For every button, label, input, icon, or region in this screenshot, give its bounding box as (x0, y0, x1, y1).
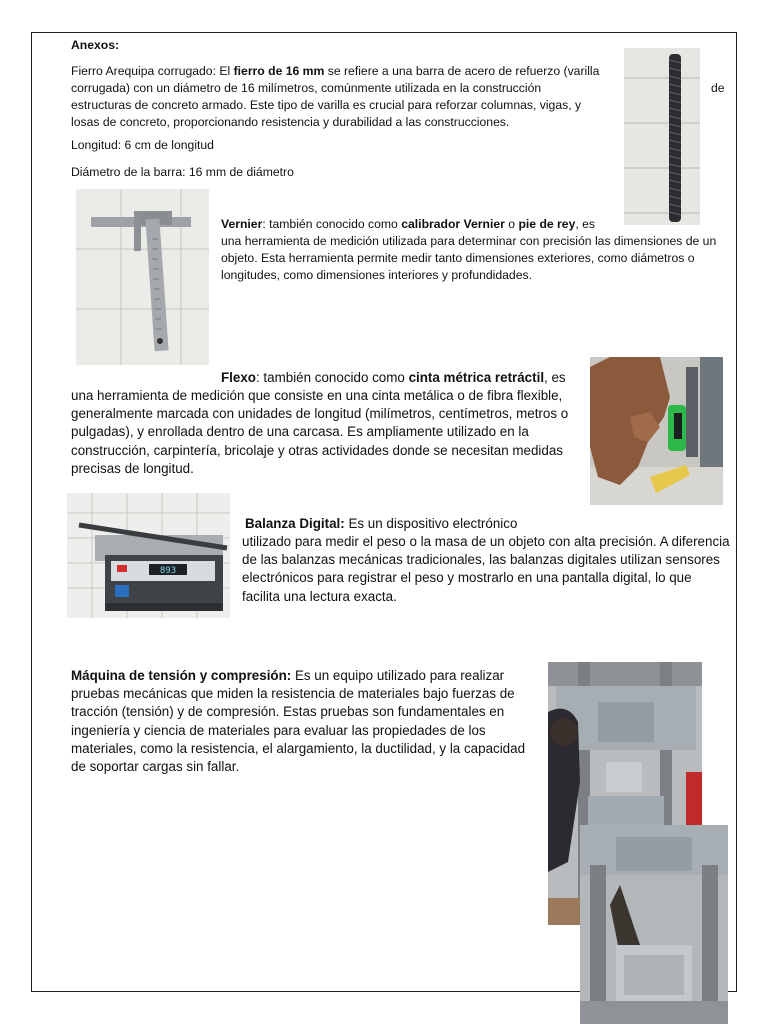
flexo-title: Flexo (221, 370, 256, 385)
vernier-text-1: : también conocido como (262, 217, 402, 231)
balanza-description: utilizado para medir el peso o la masa de un objeto con alta precisión. A diferencia de las balanzas mecánicas tradicionales, las balanzas digitales utilizan sensores electrónicos para registrar el peso y mostrarlo en una pantalla digital, lo que facilita una lectura exacta. (242, 534, 730, 604)
flexo-text-1: : también conocido como (255, 370, 409, 385)
fierro-text-line3: estructuras de concreto armado. Este tipo de varilla es crucial para reforzar columnas, vigas, y losas de concreto, proporcionando resistencia y durabilidad a las construcciones. (71, 98, 582, 129)
balanza-title: Balanza Digital: (245, 516, 345, 531)
flexo-description: una herramienta de medición que consiste en una cinta metálica o de fibra flexible, generalmente marcada con unidades de longitud (milímetros, centímetros, metros o pulgadas), y enrollada dentro de una carcasa. Es ampliamente utilizado en la construcción, carpintería, bricolaje y otras actividades donde se necesitan medidas precisas de longitud. (71, 388, 569, 476)
vernier-text-2: o (504, 217, 519, 231)
fierro-text-de: de (711, 81, 725, 95)
vernier-title: Vernier (221, 217, 263, 231)
maquina-paragraph (71, 667, 531, 776)
fierro-diametro: Diámetro de la barra: 16 mm de diámetro (71, 165, 294, 179)
balanza-first-line (245, 515, 517, 533)
vernier-first-line (221, 216, 595, 233)
fierro-longitud: Longitud: 6 cm de longitud (71, 138, 214, 152)
flexo-bold-1: cinta métrica retráctil (408, 370, 545, 385)
balanza-text-1: Es un dispositivo electrónico (344, 516, 518, 531)
page-heading: Anexos: (71, 38, 120, 52)
balanza-display-value: 893 (159, 566, 177, 576)
flexo-text-2: , es (544, 370, 566, 385)
fierro-paragraph (71, 63, 611, 97)
maquina-photo-2 (580, 825, 728, 1024)
maquina-title: Máquina de tensión y compresión: (71, 668, 292, 683)
fierro-bold: fierro de 16 mm (233, 64, 325, 78)
maquina-description: Es un equipo utilizado para realizar pruebas mecánicas que miden la resistencia de materiales bajo fuerzas de tracción (tensión) y de compresión. Estas pruebas son fundamentales en ingeniería y ciencia de materiales para evaluar las propiedades de los materiales, como la resistencia, el alargamiento, la ductilidad, y la capacidad de soportar cargas sin fallar. (71, 668, 526, 775)
vernier-bold-1: calibrador Vernier (401, 217, 505, 231)
vernier-bold-2: pie de rey (518, 217, 576, 231)
fierro-text-body: se refiere a una barra de acero de refuerzo (varilla corrugada) con un diámetro de 16 milímetros, comúnmente utilizada en la construcción (71, 64, 600, 95)
vernier-description: una herramienta de medición utilizada para determinar con precisión las dimensiones de un objeto. Esta herramienta permite medir tanto dimensiones exteriores, como diámetros o longitudes, como dimensiones interiores y profundidades. (221, 234, 717, 282)
flexo-photo (590, 357, 723, 505)
rebar-photo (624, 48, 700, 225)
flexo-first-line (221, 369, 566, 387)
vernier-text-3: , es (575, 217, 596, 231)
fierro-text-intro: Fierro Arequipa corrugado: El (71, 64, 234, 78)
vernier-photo (76, 189, 209, 365)
balanza-photo (67, 493, 230, 618)
